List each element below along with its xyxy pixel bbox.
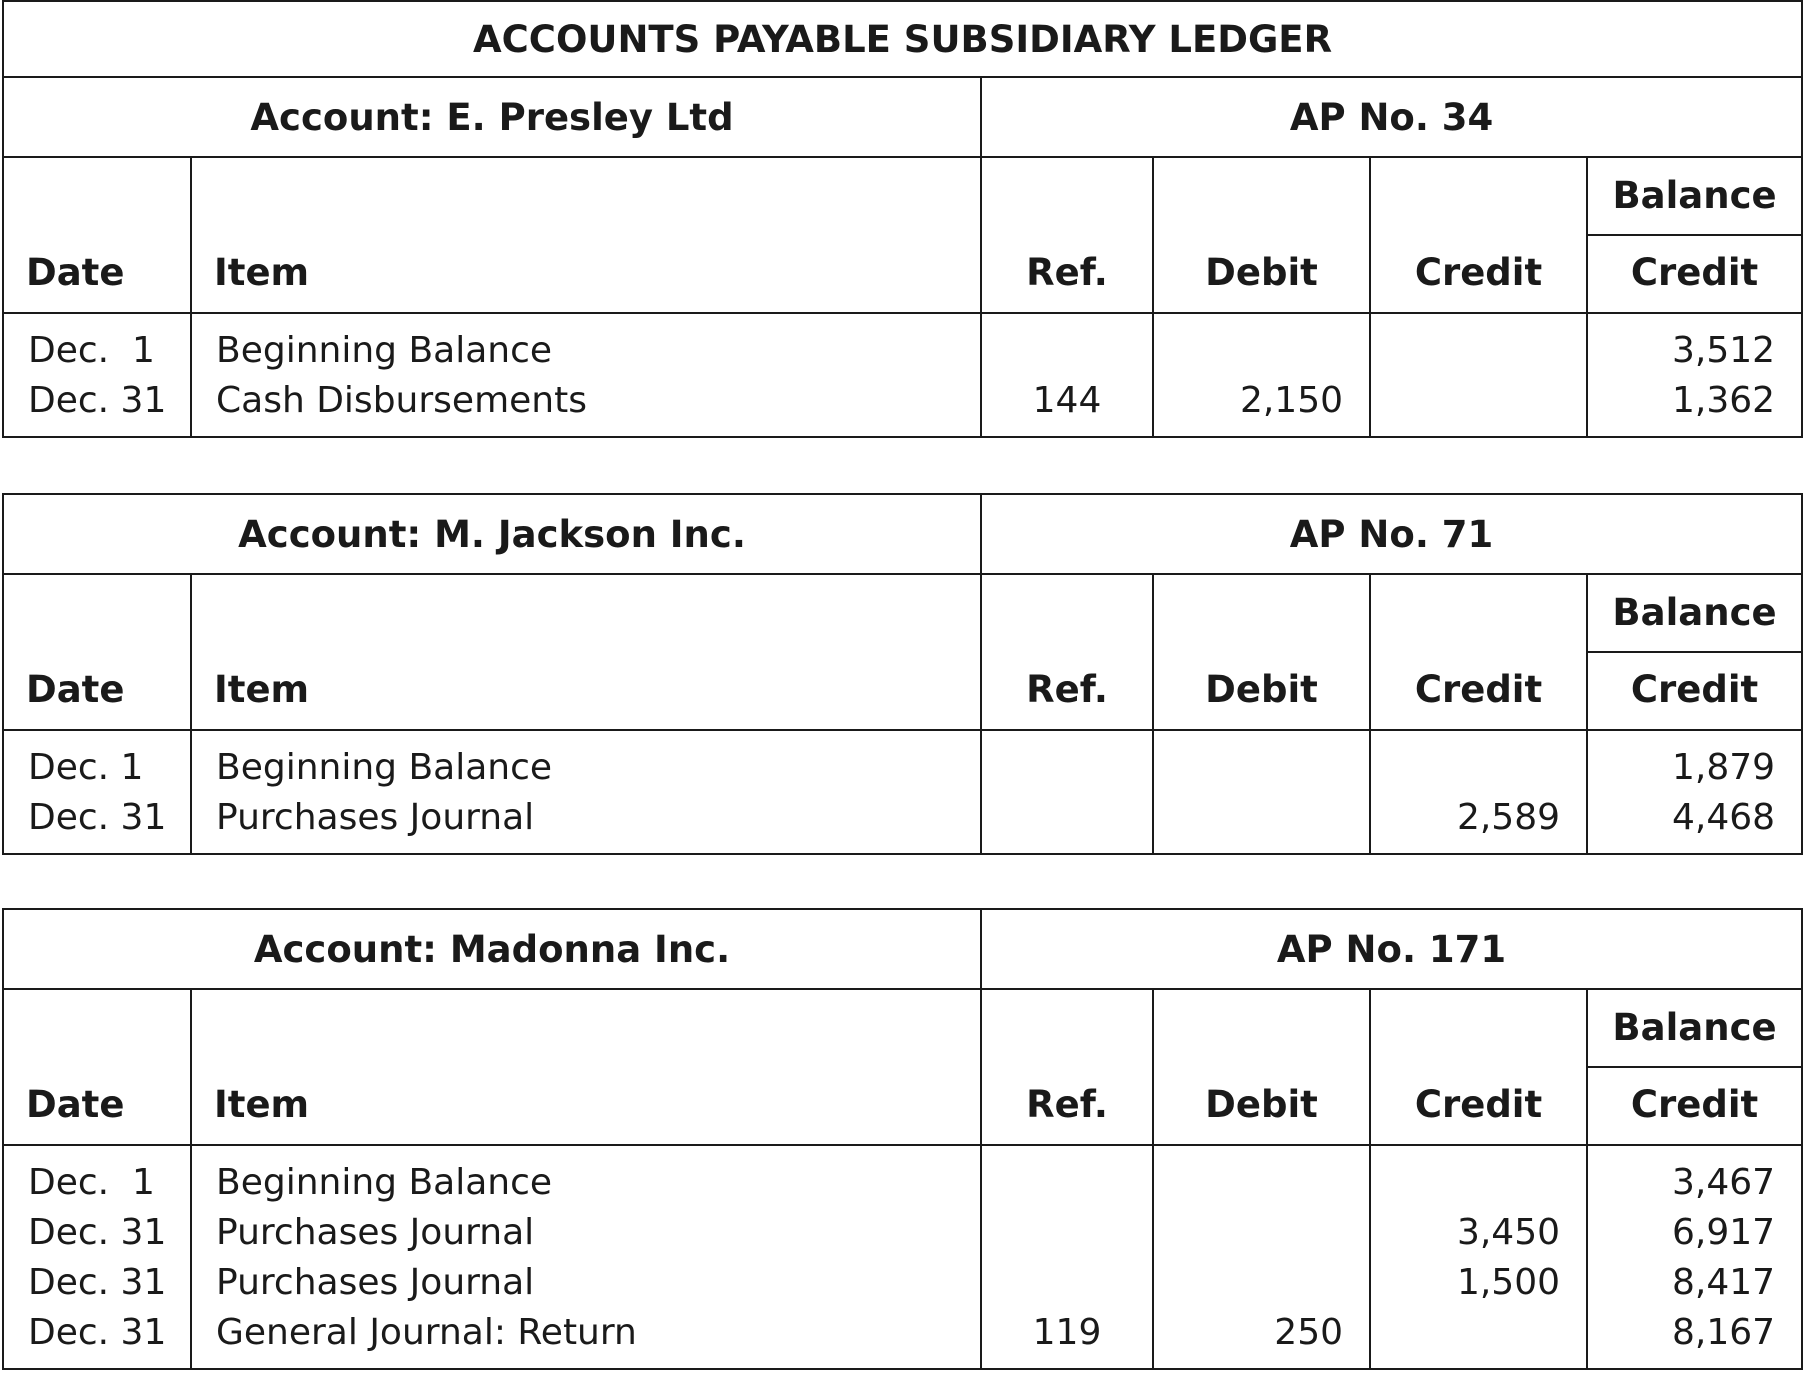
ledger-table bbox=[2, 908, 1803, 1370]
balance-column bbox=[1587, 313, 1802, 437]
header-date: Date bbox=[3, 989, 191, 1145]
ap-number: AP No. 171 bbox=[981, 909, 1802, 989]
header-balance-label: Balance bbox=[1588, 575, 1801, 653]
row-ref bbox=[982, 1258, 1152, 1308]
account-name: Account: E. Presley Ltd bbox=[3, 77, 981, 157]
row-date: Dec. 31 bbox=[28, 797, 167, 838]
item-column bbox=[191, 730, 981, 854]
ledger-table bbox=[2, 493, 1803, 855]
row-balance: 3,512 bbox=[1672, 330, 1776, 371]
header-ref: Ref. bbox=[981, 157, 1153, 313]
ledger-title: ACCOUNTS PAYABLE SUBSIDIARY LEDGER bbox=[3, 1, 1802, 77]
ref-column bbox=[981, 730, 1153, 854]
row-debit: 250 bbox=[1274, 1312, 1344, 1353]
row-balance: 1,879 bbox=[1671, 747, 1776, 788]
row-debit bbox=[1154, 326, 1343, 376]
header-balance bbox=[1587, 574, 1802, 730]
row-date: Dec. 31 bbox=[28, 1312, 167, 1353]
row-credit: 3,450 bbox=[1456, 1212, 1561, 1253]
ref-column bbox=[981, 313, 1153, 437]
item-column bbox=[191, 1145, 981, 1369]
row-balance: 1,362 bbox=[1672, 380, 1776, 421]
header-credit: Credit bbox=[1370, 574, 1587, 730]
header-balance-credit: Credit bbox=[1630, 668, 1759, 711]
row-ref bbox=[982, 1208, 1152, 1258]
date-column bbox=[3, 1145, 191, 1369]
header-debit: Debit bbox=[1153, 989, 1370, 1145]
header-ref: Ref. bbox=[981, 989, 1153, 1145]
header-item: Item bbox=[191, 157, 981, 313]
header-balance-credit: Credit bbox=[1630, 251, 1759, 294]
header-ref: Ref. bbox=[981, 574, 1153, 730]
ap-number: AP No. 34 bbox=[981, 77, 1802, 157]
row-debit bbox=[1154, 1208, 1343, 1258]
row-balance: 3,467 bbox=[1671, 1162, 1776, 1203]
header-balance-credit: Credit bbox=[1630, 1083, 1759, 1126]
date-column bbox=[3, 730, 191, 854]
ledger-table bbox=[2, 0, 1803, 438]
ledger-m-jackson bbox=[2, 493, 1801, 855]
credit-column bbox=[1370, 1145, 1587, 1369]
credit-column bbox=[1370, 730, 1587, 854]
row-credit bbox=[1371, 376, 1560, 426]
ledger-body bbox=[3, 730, 1802, 854]
row-balance: 6,917 bbox=[1671, 1212, 1776, 1253]
debit-column bbox=[1153, 313, 1370, 437]
row-item: General Journal: Return bbox=[216, 1312, 637, 1353]
account-name: Account: Madonna Inc. bbox=[3, 909, 981, 989]
row-item: Purchases Journal bbox=[216, 1212, 535, 1253]
ledger-body bbox=[3, 313, 1802, 437]
row-item: Beginning Balance bbox=[216, 330, 553, 371]
row-item: Purchases Journal bbox=[216, 1262, 535, 1303]
ref-column bbox=[981, 1145, 1153, 1369]
date-column bbox=[3, 313, 191, 437]
header-item: Item bbox=[191, 989, 981, 1145]
header-balance bbox=[1587, 157, 1802, 313]
row-ref bbox=[982, 743, 1152, 793]
row-ref bbox=[982, 793, 1152, 843]
ap-number: AP No. 71 bbox=[981, 494, 1802, 574]
row-date: Dec. 1 bbox=[28, 330, 155, 371]
credit-column bbox=[1370, 313, 1587, 437]
row-item: Purchases Journal bbox=[216, 797, 535, 838]
header-date: Date bbox=[3, 157, 191, 313]
ledger-body bbox=[3, 1145, 1802, 1369]
row-debit bbox=[1154, 743, 1343, 793]
row-balance: 8,417 bbox=[1671, 1262, 1776, 1303]
ledger-madonna bbox=[2, 908, 1801, 1370]
header-item: Item bbox=[191, 574, 981, 730]
ledger-e-presley bbox=[2, 0, 1801, 438]
row-debit bbox=[1154, 793, 1343, 843]
row-debit: 2,150 bbox=[1239, 380, 1343, 421]
balance-column bbox=[1587, 1145, 1802, 1369]
row-balance: 4,468 bbox=[1671, 797, 1776, 838]
debit-column bbox=[1153, 1145, 1370, 1369]
row-item: Cash Disbursements bbox=[216, 380, 587, 421]
header-balance bbox=[1587, 989, 1802, 1145]
row-date: Dec. 1 bbox=[28, 1162, 155, 1203]
header-debit: Debit bbox=[1153, 157, 1370, 313]
row-credit bbox=[1371, 1308, 1560, 1358]
header-credit: Credit bbox=[1370, 157, 1587, 313]
item-column bbox=[191, 313, 981, 437]
row-date: Dec. 31 bbox=[28, 1262, 167, 1303]
header-date: Date bbox=[3, 574, 191, 730]
row-debit bbox=[1154, 1158, 1343, 1208]
header-credit: Credit bbox=[1370, 989, 1587, 1145]
row-ref bbox=[982, 326, 1152, 376]
debit-column bbox=[1153, 730, 1370, 854]
header-balance-label: Balance bbox=[1588, 158, 1801, 236]
row-credit bbox=[1371, 743, 1560, 793]
account-name: Account: M. Jackson Inc. bbox=[3, 494, 981, 574]
row-date: Dec. 1 bbox=[28, 747, 144, 788]
row-ref bbox=[982, 1158, 1152, 1208]
row-date: Dec. 31 bbox=[28, 1212, 167, 1253]
row-debit bbox=[1154, 1258, 1343, 1308]
row-item: Beginning Balance bbox=[216, 1162, 553, 1203]
row-item: Beginning Balance bbox=[216, 747, 553, 788]
header-debit: Debit bbox=[1153, 574, 1370, 730]
row-credit: 1,500 bbox=[1456, 1262, 1561, 1303]
header-balance-label: Balance bbox=[1588, 990, 1801, 1068]
row-credit bbox=[1371, 1158, 1560, 1208]
row-ref: 144 bbox=[1032, 380, 1102, 421]
row-ref: 119 bbox=[1032, 1312, 1102, 1353]
balance-column bbox=[1587, 730, 1802, 854]
row-credit: 2,589 bbox=[1456, 797, 1561, 838]
row-credit bbox=[1371, 326, 1560, 376]
row-balance: 8,167 bbox=[1671, 1312, 1776, 1353]
row-date: Dec. 31 bbox=[28, 380, 167, 421]
